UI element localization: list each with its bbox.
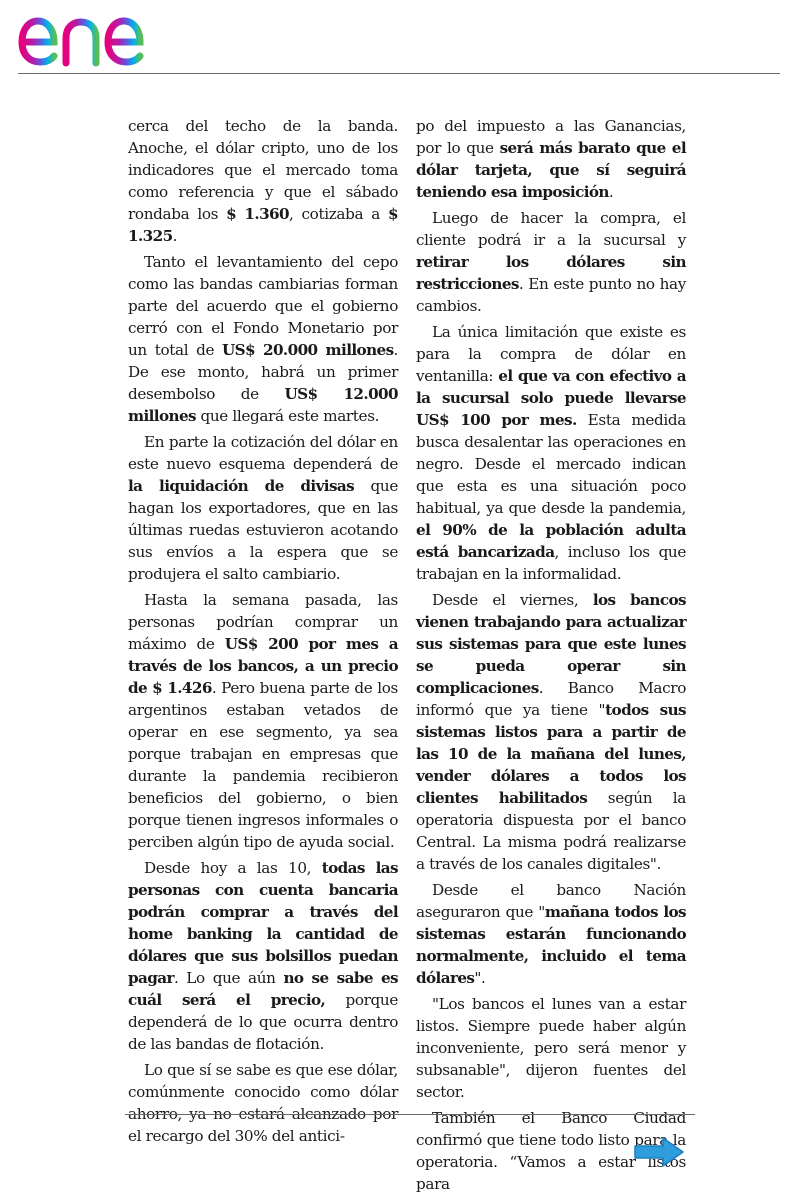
text-run: que hagan los exportadores, que en las últimas ruedas estuvieron acotando sus envíos a la espera que se produjera el salto cambiario.	[128, 477, 398, 583]
article-column-right	[416, 115, 686, 1199]
text-run: En parte la cotización del dólar en este nuevo esquema dependerá de	[128, 433, 398, 473]
article-paragraph	[416, 879, 686, 989]
bold-text: US$ 12.000 millones	[128, 385, 398, 425]
bold-text: el que va con efectivo a la sucursal solo puede llevarse US$ 100 por mes.	[416, 367, 686, 429]
text-run: Luego de hacer la compra, el cliente podrá ir a la sucursal y	[416, 209, 686, 249]
article-paragraph	[416, 115, 686, 203]
next-page-button[interactable]	[633, 1135, 685, 1169]
bold-text: será más barato que el dólar tarjeta, que sí seguirá teniendo esa imposición	[416, 139, 686, 201]
header-divider	[18, 73, 780, 74]
text-run: según la operatoria dispuesta por el banco Central. La misma podrá realizarse a través de los canales digitales".	[416, 789, 686, 873]
article-paragraph	[416, 207, 686, 317]
text-run: cerca del techo de la banda. Anoche, el dólar cripto, uno de los indicadores que el mercado toma como referencia y que el sábado rondaba los	[128, 117, 398, 223]
footer-divider	[125, 1114, 695, 1115]
article-paragraph	[128, 251, 398, 427]
bold-text: US$ 20.000 millones	[221, 341, 394, 359]
bold-text: US$ 200 por mes a través de los bancos, a un precio de $ 1.426	[128, 635, 398, 697]
text-run: . Pero buena parte de los argentinos estaban vetados de operar en ese segmento, ya sea porque trabajan en empresas que durante la pandemia recibieron beneficios del gobierno, o bien porque tienen ingresos informales o perciben algún tipo de ayuda social.	[128, 679, 398, 851]
bold-text: todas las personas con cuenta bancaria podrán comprar a través del home banking la cantidad de dólares que sus bolsillos puedan pagar	[128, 859, 398, 987]
bold-text: $ 1.325	[128, 205, 398, 245]
text-run: Esta medida busca desalentar las operaciones en negro. Desde el mercado indican que esta es una situación poco habitual, ya que desde la pandemia,	[416, 411, 686, 517]
text-run: Desde el banco Nación aseguraron que "	[416, 881, 686, 921]
text-run: .	[172, 227, 178, 245]
article-paragraph	[128, 1059, 398, 1147]
text-run: La única limitación que existe es para la compra de dólar en ventanilla:	[416, 323, 686, 385]
text-run: .	[608, 183, 614, 201]
article-column-left	[128, 115, 398, 1151]
text-run: Desde el viernes,	[432, 591, 593, 609]
text-run: , cotizaba a	[288, 205, 389, 223]
text-run: Tanto el levantamiento del cepo como las bandas cambiarias forman parte del acuerdo que el gobierno cerró con el Fondo Monetario por un total de	[128, 253, 398, 359]
article-paragraph	[128, 589, 398, 853]
bold-text: $ 1.360	[226, 205, 289, 223]
text-run: porque dependerá de lo que ocurra dentro de las bandas de flotación.	[128, 991, 399, 1053]
bold-text: el 90% de la población adulta está bancarizada	[416, 521, 686, 561]
bold-text: mañana todos los sistemas estarán funcionando normalmente, incluido el tema dólares	[416, 903, 687, 987]
text-run: Lo que sí se sabe es que ese dólar, comúnmente conocido como dólar ahorro, ya no estará alcanzado por el recargo del 30% del antici-	[128, 1061, 398, 1145]
text-run: ".	[474, 969, 486, 987]
article-paragraph	[416, 993, 686, 1103]
article-paragraph	[416, 321, 686, 585]
article-paragraph	[416, 589, 686, 875]
bold-text: retirar los dólares sin restricciones	[416, 253, 686, 293]
text-run: Hasta la semana pasada, las personas podrían comprar un máximo de	[128, 591, 398, 653]
text-run: . Lo que aún	[173, 969, 284, 987]
bold-text: los bancos vienen trabajando para actualizar sus sistemas para que este lunes se pueda operar sin complicaciones	[416, 591, 686, 697]
article-paragraph	[128, 115, 398, 247]
bold-text: todos sus sistemas listos para a partir de las 10 de la mañana del lunes, vender dólares a todos los clientes habilitados	[416, 701, 686, 807]
text-run: . De ese monto, habrá un primer desembolso de	[128, 341, 399, 403]
text-run: También el Banco Ciudad confirmó que tiene todo listo para la operatoria. “Vamos a estar listos para	[416, 1109, 686, 1193]
text-run: . En este punto no hay cambios.	[416, 275, 686, 315]
text-run: . Banco Macro informó que ya tiene "	[416, 679, 686, 719]
text-run: "Los bancos el lunes van a estar listos. Siempre puede haber algún inconveniente, pero será menor y subsanable", dijeron fuentes del sector.	[416, 995, 686, 1101]
article-paragraph	[128, 857, 398, 1055]
article-paragraph	[128, 431, 398, 585]
text-run: po del impuesto a las Ganancias, por lo que	[416, 117, 686, 157]
text-run: que llegará este martes.	[195, 407, 380, 425]
enel-logo	[18, 8, 173, 68]
bold-text: no se sabe es cuál será el precio,	[128, 969, 398, 1009]
bold-text: la liquidación de divisas	[128, 477, 355, 495]
right-arrow-icon	[633, 1135, 685, 1169]
text-run: Desde hoy a las 10,	[144, 859, 322, 877]
text-run: , incluso los que trabajan en la informalidad.	[416, 543, 687, 583]
